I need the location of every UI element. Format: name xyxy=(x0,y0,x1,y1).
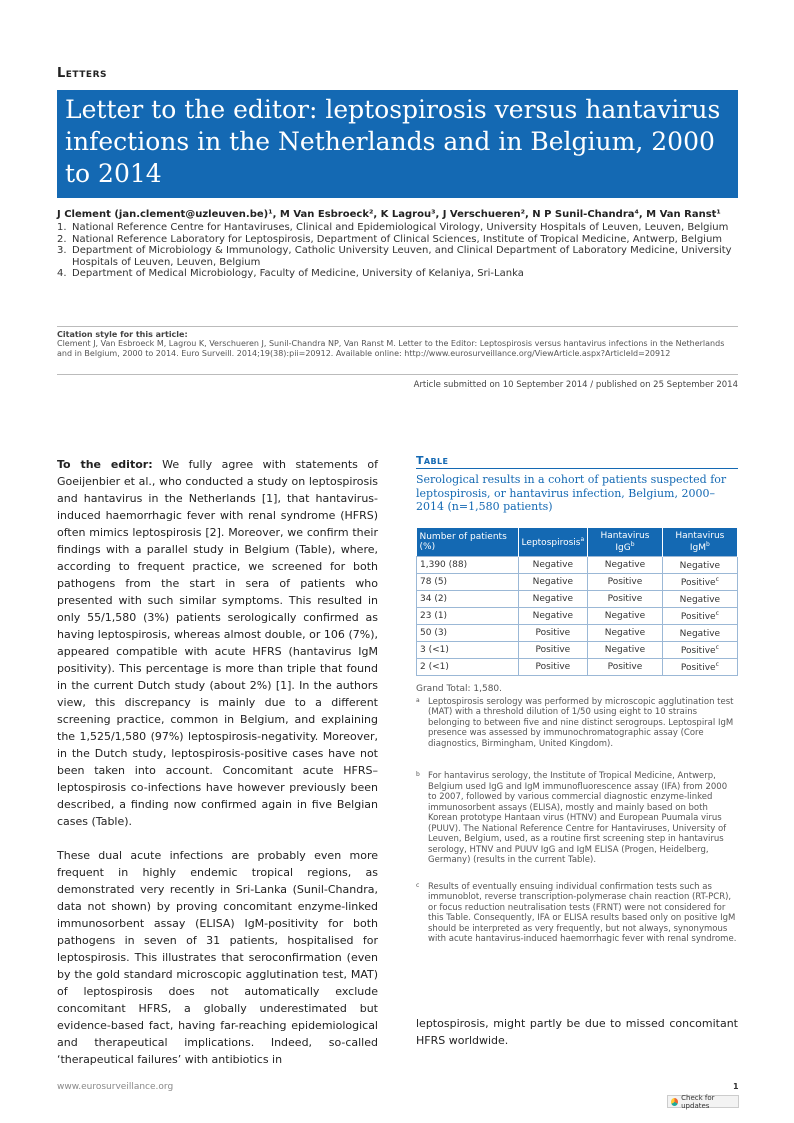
paragraph-text: These dual acute infections are probably even more frequent in highly endemic tropical regions, as demonstrated very recently in Sri-Lanka (Sunil-Chandra, data not shown) by proving concomitant enzyme-linked immunosorbent assay (ELISA) IgM-positivity for both pathogens in seven of 31 patients, hospitalised for leptospirosis. This illustrates that seroconfirmation (even by the gold standard microscopic agglutination test, MAT) of leptospirosis does not automatically exclude concomitant HFRS, a globally underestimated but evidence-based fact, having far-reaching epidemiological and therapeutical implications. Indeed, so-called ‘therapeutical failures’ with antibiotics in xyxy=(57,849,378,1066)
table-row xyxy=(417,573,738,590)
table-cell: Negative xyxy=(588,556,663,573)
table-cell: Negative xyxy=(518,590,588,607)
body-paragraph: leptospirosis, might partly be due to missed concomitant HFRS worldwide. xyxy=(416,1017,738,1047)
divider xyxy=(57,326,738,327)
table-cell: Positive xyxy=(588,590,663,607)
column-header: Hantavirus IgG$^b$ xyxy=(588,528,663,557)
table-cell: Negative xyxy=(588,607,663,624)
affiliation-text: National Reference Centre for Hantaviruses, Clinical and Epidemiological Virology, University Hospitals of Leuven, Leuven, Belgium xyxy=(72,222,729,233)
table-cell: Positive xyxy=(588,573,663,590)
affiliation-number: 1. xyxy=(57,222,67,233)
salutation: To the editor: xyxy=(57,458,153,471)
affiliation-number: 4. xyxy=(57,268,67,279)
table-cell: 78 (5) xyxy=(417,573,519,590)
table-cell: Negative xyxy=(518,573,588,590)
column-header: Number of patients (%) xyxy=(417,528,519,557)
affiliation-text: National Reference Laboratory for Leptospirosis, Department of Clinical Sciences, Institute of Tropical Medicine, Antwerp, Belgium xyxy=(72,233,723,245)
table-cell: Negative xyxy=(662,590,737,607)
table-cell: 50 (3) xyxy=(417,624,519,641)
table-cell: Positive$^c$ xyxy=(662,573,737,590)
title-banner xyxy=(57,90,738,198)
table-cell: Negative xyxy=(588,641,663,658)
footnote-mark: c xyxy=(416,881,420,889)
affiliation-text: Department of Medical Microbiology, Faculty of Medicine, University of Kelaniya, Sri-Lanka xyxy=(72,268,524,279)
table-row xyxy=(417,641,738,658)
table-cell: 2 (<1) xyxy=(417,658,519,675)
affiliation-item xyxy=(57,222,747,234)
table-footnote xyxy=(416,697,738,750)
affiliation-item xyxy=(57,245,747,268)
table-cell: Positive xyxy=(518,624,588,641)
affiliation-number: 3. xyxy=(57,245,67,256)
table-cell: Negative xyxy=(588,624,663,641)
submission-dates: Article submitted on 10 September 2014 / published on 25 September 2014 xyxy=(413,380,738,390)
body-paragraph xyxy=(57,847,378,1068)
footnote-text: Results of eventually ensuing individual confirmation tests such as immunoblot, reverse transcription-polymerase chain reaction (RT-PCR), or focus reduction neutralisation tests (FRNT) were not considered for this Table. Consequently, IFA or ELISA results based only on positive IgM should be interpreted as very frequently, but not always, synonymous with acute hantavirus-induced haemorrhagic fever with renal syndrome. xyxy=(428,881,737,944)
table-cell: 3 (<1) xyxy=(417,641,519,658)
table-cell: Negative xyxy=(518,607,588,624)
table-cell: Negative xyxy=(518,556,588,573)
footnote-text: For hantavirus serology, the Institute of Tropical Medicine, Antwerp, Belgium used IgG and IgM immunofluorescence assay (IFA) from 2000 to 2007, followed by various commercial diagnostic enzyme-linked immunosorbent assays (ELISA), mostly and mainly based on both Korean prototype Hantaan virus (HTNV) and European Puumala virus (PUUV). The National Reference Centre for Hantaviruses, University of Leuven, Belgium, used, as a routine first screening step in hantavirus serology, HTNV and PUUV IgG and IgM ELISA (Progen, Heidelberg, Germany) (results in the current Table). xyxy=(428,771,728,865)
table-cell: 1,390 (88) xyxy=(417,556,519,573)
crossmark-icon xyxy=(671,1098,678,1106)
table-row xyxy=(417,607,738,624)
table-label: Table xyxy=(416,454,449,467)
check-for-updates-button[interactable] xyxy=(667,1095,739,1108)
article-title: Letter to the editor: leptospirosis versus hantavirus infections in the Netherlands and in Belgium, 2000 to 2014 xyxy=(65,95,721,188)
table-footnote xyxy=(416,771,738,866)
citation-heading: Citation style for this article: xyxy=(57,330,188,339)
citation-text: Clement J, Van Esbroeck M, Lagrou K, Verschueren J, Sunil-Chandra NP, Van Ranst M. Letter to the Editor: Leptospirosis versus hantavirus infections in the Netherlands and in Belgium, 2000 to 2014. Euro Surveill. 2014;19(38):pii=20912. Available online: http://www.eurosurveillance.org/ViewArticle.aspx?ArticleId=20912 xyxy=(57,339,725,358)
table-row xyxy=(417,658,738,675)
affiliation-text: Department of Microbiology & Immunology, Catholic University Leuven, and Clinical Department of Laboratory Medicine, University Hospitals of Leuven, Leuven, Belgium xyxy=(72,245,732,268)
footnote-mark: a xyxy=(416,696,420,704)
affiliation-number: 2. xyxy=(57,233,67,245)
affiliation-item xyxy=(57,268,747,280)
serology-table xyxy=(416,528,738,676)
footnote-text: Leptospirosis serology was performed by microscopic agglutination test (MAT) with a threshold dilution of 1/50 using eight to 10 strains belonging to between five and nine distinct serogroups. Leptospiral IgM presence was assessed by immunochromatographic assay (Core diagnostics, Birmingham, United Kingdom). xyxy=(428,696,734,749)
footer-website[interactable]: www.eurosurveillance.org xyxy=(57,1082,174,1092)
table-cell: Positive$^c$ xyxy=(662,607,737,624)
table-section xyxy=(416,454,738,945)
divider xyxy=(57,374,738,375)
page-number: 1 xyxy=(733,1082,739,1091)
table-row xyxy=(417,624,738,641)
table-cell: Positive xyxy=(588,658,663,675)
author-list: J Clement (jan.clement@uzleuven.be)¹, M Van Esbroeck², K Lagrou³, J Verschueren², N P Sunil-Chandra⁴, M Van Ranst¹ xyxy=(57,209,721,220)
column-header: Hantavirus IgM$^b$ xyxy=(662,528,737,557)
table-cell: Negative xyxy=(662,556,737,573)
table-cell: Negative xyxy=(662,624,737,641)
table-row xyxy=(417,590,738,607)
section-label: Letters xyxy=(57,66,107,81)
column-header: Leptospirosis$^a$ xyxy=(518,528,588,557)
table-cell: Positive$^c$ xyxy=(662,641,737,658)
divider xyxy=(416,468,738,469)
table-header-row xyxy=(417,528,738,557)
affiliation-item xyxy=(57,234,747,246)
body-paragraph xyxy=(57,456,378,830)
body-left-column xyxy=(57,456,378,1085)
table-cell: Positive$^c$ xyxy=(662,658,737,675)
paragraph-text: We fully agree with statements of Goeijenbier et al., who conducted a study on leptospirosis and hantavirus in the Netherlands [1], that hantavirus-induced haemorrhagic fever with renal syndrome (HFRS) often mimics leptospirosis [2]. Moreover, we confirm their findings with a parallel study in Belgium (Table), where, according to frequent practice, we screened for both pathogens from the start in sera of patients who presented with such similar symptoms. This resulted in only 55/1,580 (3%) patients serologically confirmed as having leptospirosis, whereas almost double, or 106 (7%), appeared compatible with acute HFRS (hantavirus IgM positivity). This percentage is more than triple that found in the current Dutch study (about 2%) [1]. In the authors view, this discrepancy is mainly due to a different screening practice, common in Belgium, and explaining the 1,525/1,580 (97%) leptospirosis-negativity. Moreover, in the Dutch study, leptospirosis-positive cases have not been taken into account. Concomitant acute HFRS–leptospirosis co-infections have however previously been described, a finding now confirmed again in five Belgian cases (Table). xyxy=(57,458,378,828)
table-cell: Positive xyxy=(518,641,588,658)
table-caption: Serological results in a cohort of patients suspected for leptospirosis, or hantavirus infection, Belgium, 2000–2014 (n=1,580 patients) xyxy=(416,473,727,513)
table-cell: 34 (2) xyxy=(417,590,519,607)
footnote-mark: b xyxy=(416,771,420,778)
table-cell: Positive xyxy=(518,658,588,675)
grand-total: Grand Total: 1,580. xyxy=(416,683,503,694)
table-footnote xyxy=(416,882,738,945)
affiliation-list xyxy=(57,222,747,280)
badge-label: Check for updates xyxy=(681,1093,715,1110)
table-row xyxy=(417,556,738,573)
table-cell: 23 (1) xyxy=(417,607,519,624)
